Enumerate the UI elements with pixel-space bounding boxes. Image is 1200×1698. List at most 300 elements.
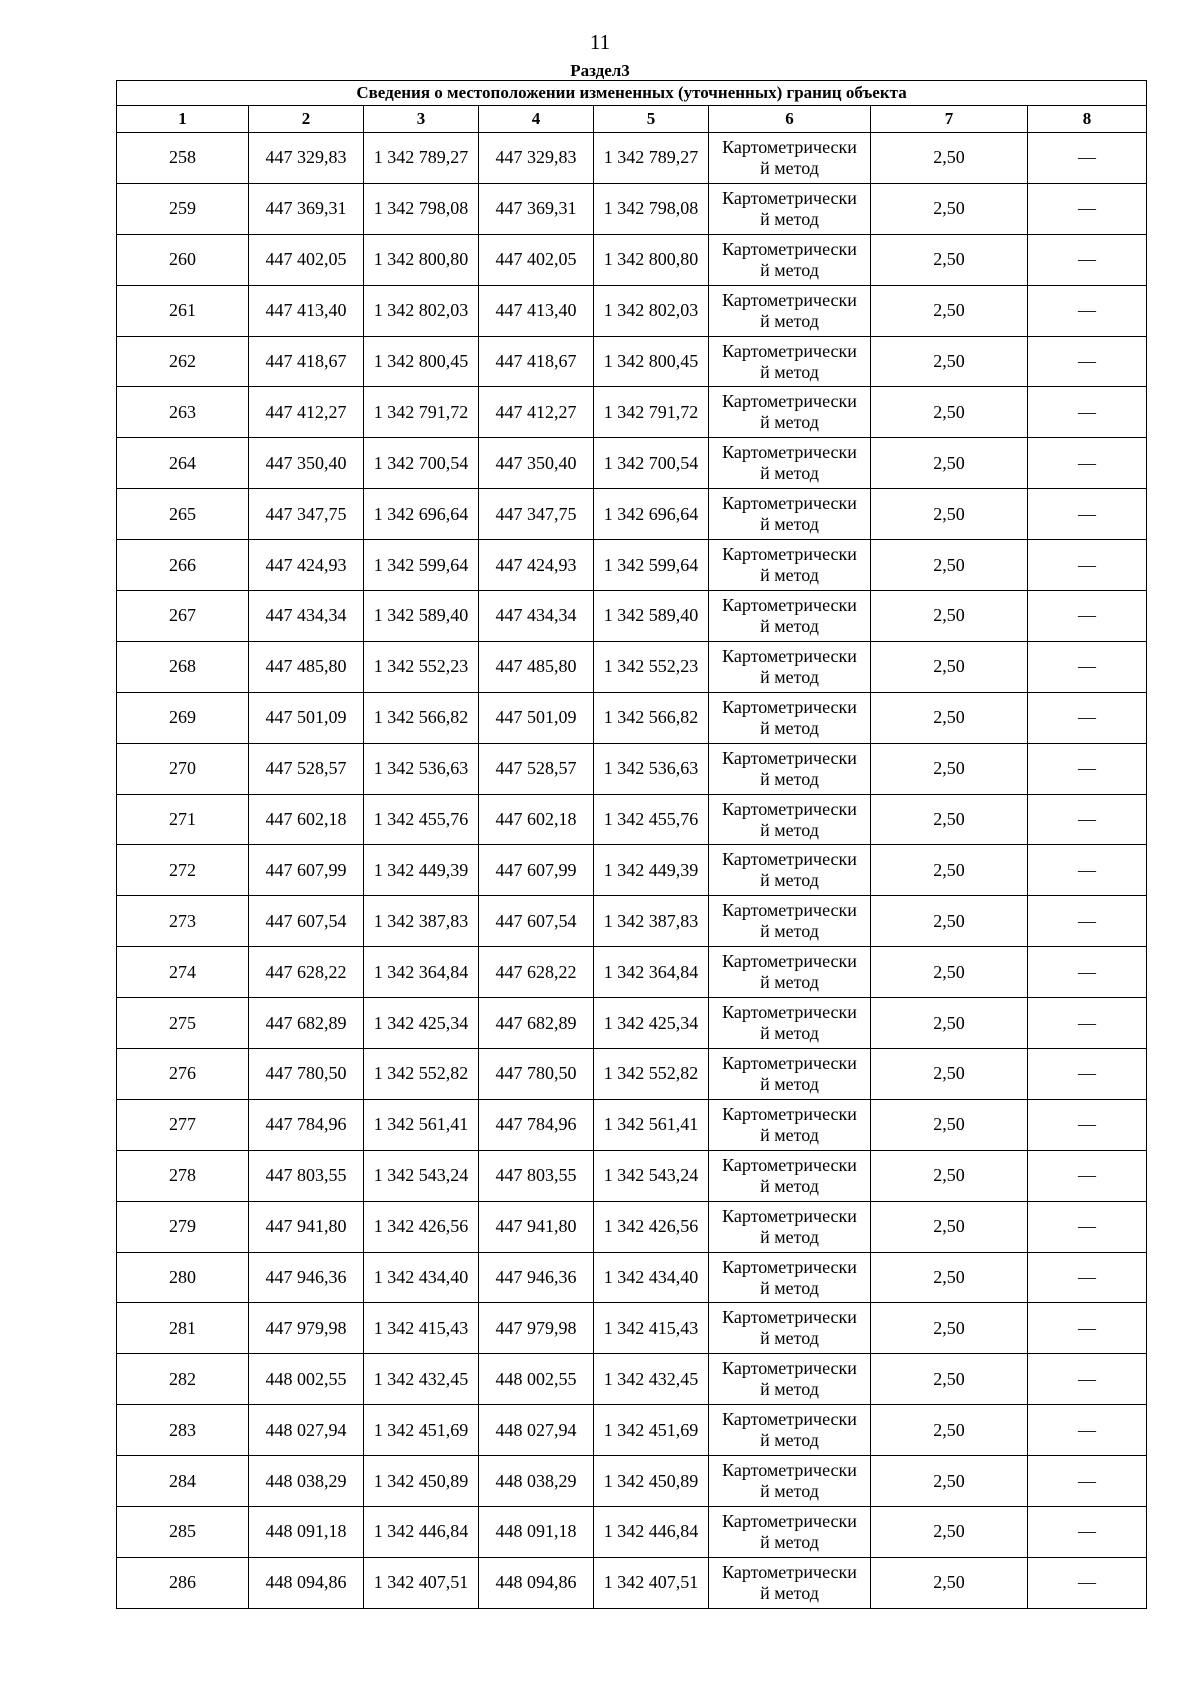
accuracy-cell: 2,50 — [871, 1099, 1028, 1150]
accuracy-cell: 2,50 — [871, 336, 1028, 387]
x-coordinate-cell: 447 485,80 — [249, 641, 364, 692]
notes-cell: — — [1028, 591, 1147, 642]
method-cell — [709, 183, 871, 234]
method-line-1: Картометрически — [722, 136, 857, 157]
column-number: 7 — [871, 106, 1028, 133]
accuracy-cell: 2,50 — [871, 1252, 1028, 1303]
x-coordinate-cell: 447 607,54 — [249, 896, 364, 947]
y-coordinate-cell: 1 342 455,76 — [594, 794, 709, 845]
point-number-cell: 284 — [117, 1456, 249, 1507]
accuracy-cell: 2,50 — [871, 387, 1028, 438]
method-line-2: й метод — [760, 1124, 819, 1145]
notes-cell: — — [1028, 1201, 1147, 1252]
method-line-2: й метод — [760, 666, 819, 687]
y-coordinate-cell: 1 342 599,64 — [594, 540, 709, 591]
notes-cell: — — [1028, 947, 1147, 998]
y-coordinate-cell: 1 342 407,51 — [594, 1557, 709, 1608]
point-number-cell: 270 — [117, 743, 249, 794]
x-coordinate-cell: 448 094,86 — [479, 1557, 594, 1608]
y-coordinate-cell: 1 342 791,72 — [594, 387, 709, 438]
x-coordinate-cell: 447 528,57 — [249, 743, 364, 794]
y-coordinate-cell: 1 342 800,45 — [364, 336, 479, 387]
y-coordinate-cell: 1 342 552,23 — [594, 641, 709, 692]
method-line-2: й метод — [760, 717, 819, 738]
point-number-cell: 276 — [117, 1049, 249, 1100]
x-coordinate-cell: 447 946,36 — [479, 1252, 594, 1303]
x-coordinate-cell: 447 418,67 — [249, 336, 364, 387]
method-cell — [709, 1049, 871, 1100]
x-coordinate-cell: 447 528,57 — [479, 743, 594, 794]
notes-cell: — — [1028, 183, 1147, 234]
x-coordinate-cell: 448 027,94 — [249, 1405, 364, 1456]
method-line-2: й метод — [760, 1481, 819, 1502]
method-line-1: Картометрически — [722, 747, 857, 768]
y-coordinate-cell: 1 342 387,83 — [594, 896, 709, 947]
table-row — [117, 234, 1147, 285]
x-coordinate-cell: 447 780,50 — [479, 1049, 594, 1100]
method-line-1: Картометрически — [722, 951, 857, 972]
y-coordinate-cell: 1 342 800,80 — [594, 234, 709, 285]
method-line-1: Картометрически — [722, 1510, 857, 1531]
method-cell — [709, 1354, 871, 1405]
method-line-2: й метод — [760, 921, 819, 942]
table-row — [117, 387, 1147, 438]
y-coordinate-cell: 1 342 426,56 — [364, 1201, 479, 1252]
x-coordinate-cell: 447 402,05 — [479, 234, 594, 285]
table-row — [117, 489, 1147, 540]
point-number-cell: 265 — [117, 489, 249, 540]
x-coordinate-cell: 448 038,29 — [479, 1456, 594, 1507]
method-cell — [709, 641, 871, 692]
method-cell — [709, 743, 871, 794]
x-coordinate-cell: 448 091,18 — [479, 1507, 594, 1558]
column-number: 6 — [709, 106, 871, 133]
table-caption: Сведения о местоположении измененных (уточненных) границ объекта — [117, 81, 1147, 106]
y-coordinate-cell: 1 342 552,82 — [594, 1049, 709, 1100]
notes-cell: — — [1028, 438, 1147, 489]
method-line-2: й метод — [760, 1582, 819, 1603]
method-line-1: Картометрически — [722, 1256, 857, 1277]
x-coordinate-cell: 447 602,18 — [479, 794, 594, 845]
table-row — [117, 641, 1147, 692]
method-cell — [709, 489, 871, 540]
x-coordinate-cell: 447 369,31 — [249, 183, 364, 234]
x-coordinate-cell: 447 347,75 — [249, 489, 364, 540]
y-coordinate-cell: 1 342 451,69 — [364, 1405, 479, 1456]
table-row — [117, 1099, 1147, 1150]
accuracy-cell: 2,50 — [871, 1303, 1028, 1354]
x-coordinate-cell: 448 094,86 — [249, 1557, 364, 1608]
table-row — [117, 794, 1147, 845]
x-coordinate-cell: 447 434,34 — [479, 591, 594, 642]
method-line-1: Картометрически — [722, 1154, 857, 1175]
y-coordinate-cell: 1 342 450,89 — [364, 1456, 479, 1507]
accuracy-cell: 2,50 — [871, 489, 1028, 540]
y-coordinate-cell: 1 342 426,56 — [594, 1201, 709, 1252]
table-row — [117, 1201, 1147, 1252]
y-coordinate-cell: 1 342 566,82 — [594, 692, 709, 743]
y-coordinate-cell: 1 342 566,82 — [364, 692, 479, 743]
point-number-cell: 262 — [117, 336, 249, 387]
accuracy-cell: 2,50 — [871, 540, 1028, 591]
point-number-cell: 266 — [117, 540, 249, 591]
table-row — [117, 998, 1147, 1049]
x-coordinate-cell: 447 424,93 — [479, 540, 594, 591]
accuracy-cell: 2,50 — [871, 692, 1028, 743]
method-cell — [709, 794, 871, 845]
y-coordinate-cell: 1 342 434,40 — [594, 1252, 709, 1303]
x-coordinate-cell: 447 682,89 — [479, 998, 594, 1049]
method-line-1: Картометрически — [722, 391, 857, 412]
method-cell — [709, 1150, 871, 1201]
x-coordinate-cell: 447 350,40 — [249, 438, 364, 489]
table-row — [117, 845, 1147, 896]
method-line-1: Картометрически — [722, 1103, 857, 1124]
accuracy-cell: 2,50 — [871, 1557, 1028, 1608]
x-coordinate-cell: 447 946,36 — [249, 1252, 364, 1303]
notes-cell: — — [1028, 692, 1147, 743]
y-coordinate-cell: 1 342 425,34 — [594, 998, 709, 1049]
y-coordinate-cell: 1 342 432,45 — [594, 1354, 709, 1405]
accuracy-cell: 2,50 — [871, 591, 1028, 642]
notes-cell: — — [1028, 1150, 1147, 1201]
table-row — [117, 285, 1147, 336]
point-number-cell: 275 — [117, 998, 249, 1049]
y-coordinate-cell: 1 342 561,41 — [594, 1099, 709, 1150]
x-coordinate-cell: 447 941,80 — [479, 1201, 594, 1252]
method-cell — [709, 1201, 871, 1252]
x-coordinate-cell: 447 329,83 — [479, 133, 594, 184]
y-coordinate-cell: 1 342 802,03 — [364, 285, 479, 336]
point-number-cell: 281 — [117, 1303, 249, 1354]
point-number-cell: 278 — [117, 1150, 249, 1201]
y-coordinate-cell: 1 342 700,54 — [364, 438, 479, 489]
y-coordinate-cell: 1 342 561,41 — [364, 1099, 479, 1150]
table-row — [117, 133, 1147, 184]
y-coordinate-cell: 1 342 450,89 — [594, 1456, 709, 1507]
method-line-1: Картометрически — [722, 1052, 857, 1073]
point-number-cell: 264 — [117, 438, 249, 489]
x-coordinate-cell: 447 412,27 — [479, 387, 594, 438]
notes-cell: — — [1028, 285, 1147, 336]
x-coordinate-cell: 447 628,22 — [479, 947, 594, 998]
y-coordinate-cell: 1 342 449,39 — [594, 845, 709, 896]
x-coordinate-cell: 447 607,54 — [479, 896, 594, 947]
method-line-1: Картометрически — [722, 340, 857, 361]
method-line-1: Картометрически — [722, 1409, 857, 1430]
accuracy-cell: 2,50 — [871, 183, 1028, 234]
y-coordinate-cell: 1 342 696,64 — [364, 489, 479, 540]
method-line-2: й метод — [760, 361, 819, 382]
y-coordinate-cell: 1 342 446,84 — [364, 1507, 479, 1558]
x-coordinate-cell: 448 027,94 — [479, 1405, 594, 1456]
point-number-cell: 260 — [117, 234, 249, 285]
accuracy-cell: 2,50 — [871, 947, 1028, 998]
notes-cell: — — [1028, 743, 1147, 794]
table-row — [117, 1557, 1147, 1608]
table-row — [117, 1303, 1147, 1354]
point-number-cell: 280 — [117, 1252, 249, 1303]
x-coordinate-cell: 447 979,98 — [249, 1303, 364, 1354]
y-coordinate-cell: 1 342 407,51 — [364, 1557, 479, 1608]
method-cell — [709, 540, 871, 591]
x-coordinate-cell: 447 350,40 — [479, 438, 594, 489]
y-coordinate-cell: 1 342 455,76 — [364, 794, 479, 845]
table-row — [117, 692, 1147, 743]
accuracy-cell: 2,50 — [871, 641, 1028, 692]
method-line-2: й метод — [760, 1175, 819, 1196]
x-coordinate-cell: 447 803,55 — [249, 1150, 364, 1201]
point-number-cell: 285 — [117, 1507, 249, 1558]
method-line-2: й метод — [760, 1379, 819, 1400]
method-line-2: й метод — [760, 259, 819, 280]
x-coordinate-cell: 448 002,55 — [479, 1354, 594, 1405]
method-line-2: й метод — [760, 972, 819, 993]
section-title: Раздел3 — [570, 61, 630, 80]
method-line-1: Картометрически — [722, 1205, 857, 1226]
point-number-cell: 261 — [117, 285, 249, 336]
notes-cell: — — [1028, 641, 1147, 692]
x-coordinate-cell: 447 413,40 — [249, 285, 364, 336]
table-row — [117, 183, 1147, 234]
method-cell — [709, 438, 871, 489]
x-coordinate-cell: 447 369,31 — [479, 183, 594, 234]
method-cell — [709, 1507, 871, 1558]
method-cell — [709, 845, 871, 896]
x-coordinate-cell: 447 602,18 — [249, 794, 364, 845]
y-coordinate-cell: 1 342 798,08 — [594, 183, 709, 234]
method-line-2: й метод — [760, 514, 819, 535]
x-coordinate-cell: 448 038,29 — [249, 1456, 364, 1507]
x-coordinate-cell: 447 607,99 — [479, 845, 594, 896]
column-number: 3 — [364, 106, 479, 133]
method-line-2: й метод — [760, 870, 819, 891]
method-line-2: й метод — [760, 819, 819, 840]
notes-cell: — — [1028, 1456, 1147, 1507]
y-coordinate-cell: 1 342 599,64 — [364, 540, 479, 591]
x-coordinate-cell: 447 485,80 — [479, 641, 594, 692]
y-coordinate-cell: 1 342 415,43 — [594, 1303, 709, 1354]
method-line-1: Картометрически — [722, 238, 857, 259]
y-coordinate-cell: 1 342 800,45 — [594, 336, 709, 387]
method-cell — [709, 133, 871, 184]
accuracy-cell: 2,50 — [871, 133, 1028, 184]
method-cell — [709, 1303, 871, 1354]
y-coordinate-cell: 1 342 451,69 — [594, 1405, 709, 1456]
method-line-1: Картометрически — [722, 594, 857, 615]
method-line-1: Картометрически — [722, 645, 857, 666]
method-cell — [709, 1099, 871, 1150]
notes-cell: — — [1028, 540, 1147, 591]
y-coordinate-cell: 1 342 387,83 — [364, 896, 479, 947]
method-line-2: й метод — [760, 208, 819, 229]
method-cell — [709, 1405, 871, 1456]
y-coordinate-cell: 1 342 364,84 — [594, 947, 709, 998]
y-coordinate-cell: 1 342 434,40 — [364, 1252, 479, 1303]
y-coordinate-cell: 1 342 696,64 — [594, 489, 709, 540]
table-row — [117, 591, 1147, 642]
table-row — [117, 1252, 1147, 1303]
table-row — [117, 336, 1147, 387]
y-coordinate-cell: 1 342 700,54 — [594, 438, 709, 489]
table-row — [117, 1354, 1147, 1405]
y-coordinate-cell: 1 342 789,27 — [594, 133, 709, 184]
table-row — [117, 1049, 1147, 1100]
point-number-cell: 268 — [117, 641, 249, 692]
y-coordinate-cell: 1 342 536,63 — [594, 743, 709, 794]
table-row — [117, 947, 1147, 998]
point-number-cell: 286 — [117, 1557, 249, 1608]
y-coordinate-cell: 1 342 449,39 — [364, 845, 479, 896]
notes-cell: — — [1028, 845, 1147, 896]
x-coordinate-cell: 447 501,09 — [249, 692, 364, 743]
point-number-cell: 274 — [117, 947, 249, 998]
notes-cell: — — [1028, 1303, 1147, 1354]
y-coordinate-cell: 1 342 446,84 — [594, 1507, 709, 1558]
method-line-2: й метод — [760, 157, 819, 178]
method-line-2: й метод — [760, 1277, 819, 1298]
x-coordinate-cell: 447 329,83 — [249, 133, 364, 184]
accuracy-cell: 2,50 — [871, 743, 1028, 794]
method-line-2: й метод — [760, 1430, 819, 1451]
y-coordinate-cell: 1 342 552,82 — [364, 1049, 479, 1100]
column-number: 2 — [249, 106, 364, 133]
table-row — [117, 896, 1147, 947]
table-row — [117, 540, 1147, 591]
x-coordinate-cell: 447 347,75 — [479, 489, 594, 540]
method-line-1: Картометрически — [722, 849, 857, 870]
y-coordinate-cell: 1 342 589,40 — [364, 591, 479, 642]
method-line-2: й метод — [760, 768, 819, 789]
x-coordinate-cell: 448 091,18 — [249, 1507, 364, 1558]
accuracy-cell: 2,50 — [871, 896, 1028, 947]
point-number-cell: 272 — [117, 845, 249, 896]
method-line-1: Картометрически — [722, 187, 857, 208]
method-line-1: Картометрически — [722, 1002, 857, 1023]
x-coordinate-cell: 447 803,55 — [479, 1150, 594, 1201]
method-cell — [709, 1557, 871, 1608]
point-number-cell: 279 — [117, 1201, 249, 1252]
notes-cell: — — [1028, 234, 1147, 285]
point-number-cell: 258 — [117, 133, 249, 184]
table-row — [117, 1456, 1147, 1507]
accuracy-cell: 2,50 — [871, 845, 1028, 896]
method-cell — [709, 336, 871, 387]
notes-cell: — — [1028, 336, 1147, 387]
x-coordinate-cell: 447 418,67 — [479, 336, 594, 387]
y-coordinate-cell: 1 342 415,43 — [364, 1303, 479, 1354]
y-coordinate-cell: 1 342 552,23 — [364, 641, 479, 692]
x-coordinate-cell: 448 002,55 — [249, 1354, 364, 1405]
y-coordinate-cell: 1 342 543,24 — [594, 1150, 709, 1201]
y-coordinate-cell: 1 342 536,63 — [364, 743, 479, 794]
notes-cell: — — [1028, 133, 1147, 184]
method-line-1: Картометрически — [722, 1358, 857, 1379]
notes-cell: — — [1028, 1405, 1147, 1456]
y-coordinate-cell: 1 342 432,45 — [364, 1354, 479, 1405]
column-number: 1 — [117, 106, 249, 133]
method-line-2: й метод — [760, 565, 819, 586]
x-coordinate-cell: 447 412,27 — [249, 387, 364, 438]
point-number-cell: 282 — [117, 1354, 249, 1405]
y-coordinate-cell: 1 342 800,80 — [364, 234, 479, 285]
point-number-cell: 263 — [117, 387, 249, 438]
x-coordinate-cell: 447 607,99 — [249, 845, 364, 896]
accuracy-cell: 2,50 — [871, 1507, 1028, 1558]
notes-cell: — — [1028, 1507, 1147, 1558]
method-line-2: й метод — [760, 1073, 819, 1094]
column-number-row — [117, 106, 1147, 133]
notes-cell: — — [1028, 1099, 1147, 1150]
accuracy-cell: 2,50 — [871, 1354, 1028, 1405]
y-coordinate-cell: 1 342 798,08 — [364, 183, 479, 234]
table-row — [117, 1507, 1147, 1558]
notes-cell: — — [1028, 387, 1147, 438]
method-line-1: Картометрически — [722, 289, 857, 310]
y-coordinate-cell: 1 342 364,84 — [364, 947, 479, 998]
accuracy-cell: 2,50 — [871, 1201, 1028, 1252]
accuracy-cell: 2,50 — [871, 1456, 1028, 1507]
method-line-2: й метод — [760, 1328, 819, 1349]
table-row — [117, 1405, 1147, 1456]
point-number-cell: 259 — [117, 183, 249, 234]
y-coordinate-cell: 1 342 791,72 — [364, 387, 479, 438]
table-row — [117, 438, 1147, 489]
x-coordinate-cell: 447 780,50 — [249, 1049, 364, 1100]
method-cell — [709, 947, 871, 998]
y-coordinate-cell: 1 342 425,34 — [364, 998, 479, 1049]
notes-cell: — — [1028, 998, 1147, 1049]
accuracy-cell: 2,50 — [871, 1150, 1028, 1201]
x-coordinate-cell: 447 979,98 — [479, 1303, 594, 1354]
method-line-1: Картометрически — [722, 442, 857, 463]
table-row — [117, 743, 1147, 794]
method-line-2: й метод — [760, 1226, 819, 1247]
column-number: 4 — [479, 106, 594, 133]
method-line-1: Картометрически — [722, 493, 857, 514]
method-line-2: й метод — [760, 1023, 819, 1044]
accuracy-cell: 2,50 — [871, 1405, 1028, 1456]
accuracy-cell: 2,50 — [871, 438, 1028, 489]
x-coordinate-cell: 447 413,40 — [479, 285, 594, 336]
x-coordinate-cell: 447 682,89 — [249, 998, 364, 1049]
method-cell — [709, 692, 871, 743]
notes-cell: — — [1028, 896, 1147, 947]
y-coordinate-cell: 1 342 589,40 — [594, 591, 709, 642]
method-cell — [709, 998, 871, 1049]
method-cell — [709, 387, 871, 438]
notes-cell: — — [1028, 794, 1147, 845]
point-number-cell: 273 — [117, 896, 249, 947]
method-line-2: й метод — [760, 412, 819, 433]
method-cell — [709, 234, 871, 285]
method-line-2: й метод — [760, 463, 819, 484]
y-coordinate-cell: 1 342 802,03 — [594, 285, 709, 336]
notes-cell: — — [1028, 1049, 1147, 1100]
x-coordinate-cell: 447 434,34 — [249, 591, 364, 642]
method-line-1: Картометрически — [722, 544, 857, 565]
method-line-2: й метод — [760, 310, 819, 331]
method-line-1: Картометрически — [722, 900, 857, 921]
method-cell — [709, 1252, 871, 1303]
coordinates-table — [116, 80, 1147, 1609]
point-number-cell: 283 — [117, 1405, 249, 1456]
point-number-cell: 269 — [117, 692, 249, 743]
method-line-1: Картометрически — [722, 696, 857, 717]
x-coordinate-cell: 447 941,80 — [249, 1201, 364, 1252]
accuracy-cell: 2,50 — [871, 998, 1028, 1049]
y-coordinate-cell: 1 342 543,24 — [364, 1150, 479, 1201]
